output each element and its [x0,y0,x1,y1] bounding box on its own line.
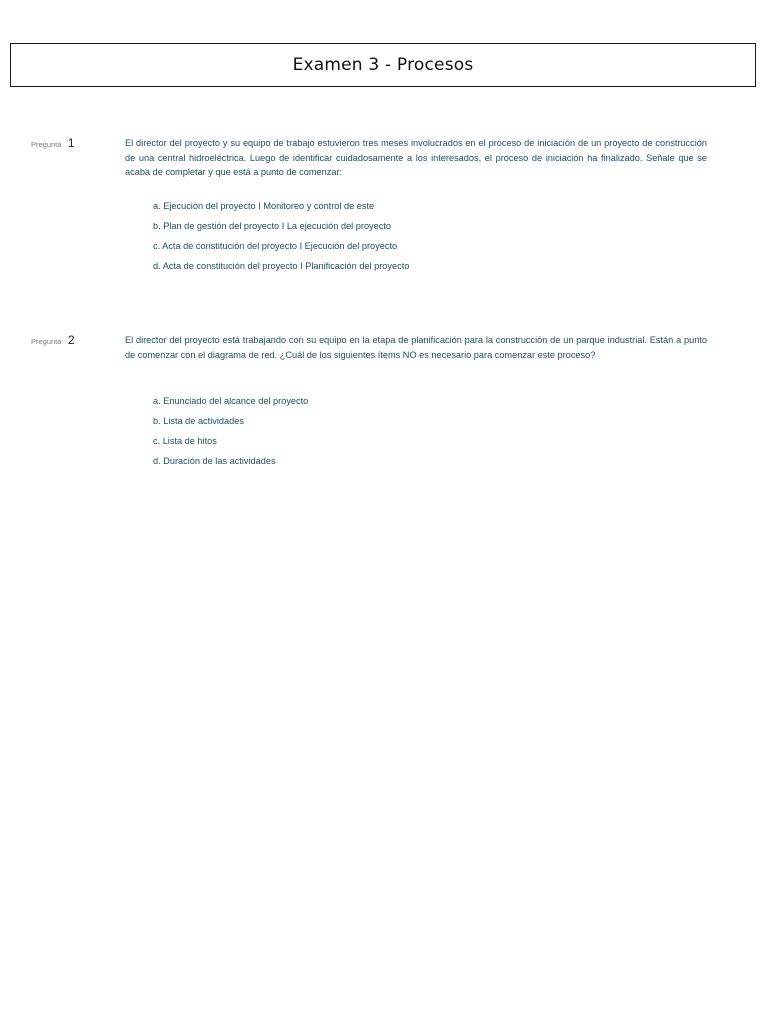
answer-option-a[interactable]: a. Enunciado del alcance del proyecto [153,396,309,406]
answer-option-c[interactable]: c. Lista de hitos [153,436,217,446]
question-number: 2 [67,333,75,347]
answer-option-b[interactable]: b. Plan de gestión del proyecto I La ejecución del proyecto [153,221,392,231]
question-label [31,331,75,349]
answer-option-a[interactable]: a. Ejecución del proyecto I Monitoreo y control de este [153,201,375,211]
answer-option-d[interactable]: d. Acta de constitución del proyecto I Planificación del proyecto [153,261,410,271]
exam-title-box [10,43,756,87]
question-label-word: Pregunta [31,337,62,346]
question-text: El director del proyecto y su equipo de trabajo estuvieron tres meses involucrados en el proceso de iniciación de un proyecto de construcción de una central hidroeléctrica. Luego de identificar cuidadosamente a los interesados, el proceso de iniciación ha finalizado. Señale que se acaba de completar y que está a punto de comenzar: [125,138,707,177]
question-text: El director del proyecto está trabajando con su equipo en la etapa de planificación para la construcción de un parque industrial. Están a punto de comenzar con el diagrama de red. ¿Cuál de los siguientes ítems NO es necesario para comenzar este proceso? [125,335,707,360]
answer-option-d[interactable]: d. Duración de las actividades [153,456,276,466]
question-label [31,134,75,152]
answer-options [153,199,409,279]
question-label-word: Pregunta [31,140,62,149]
exam-title: Examen 3 - Procesos [292,55,474,75]
question-number: 1 [67,136,75,150]
answer-option-b[interactable]: b. Lista de actividades [153,416,244,426]
answer-option-c[interactable]: c. Acta de constitución del proyecto I Ejecución del proyecto [153,241,398,251]
answer-options [153,394,308,474]
